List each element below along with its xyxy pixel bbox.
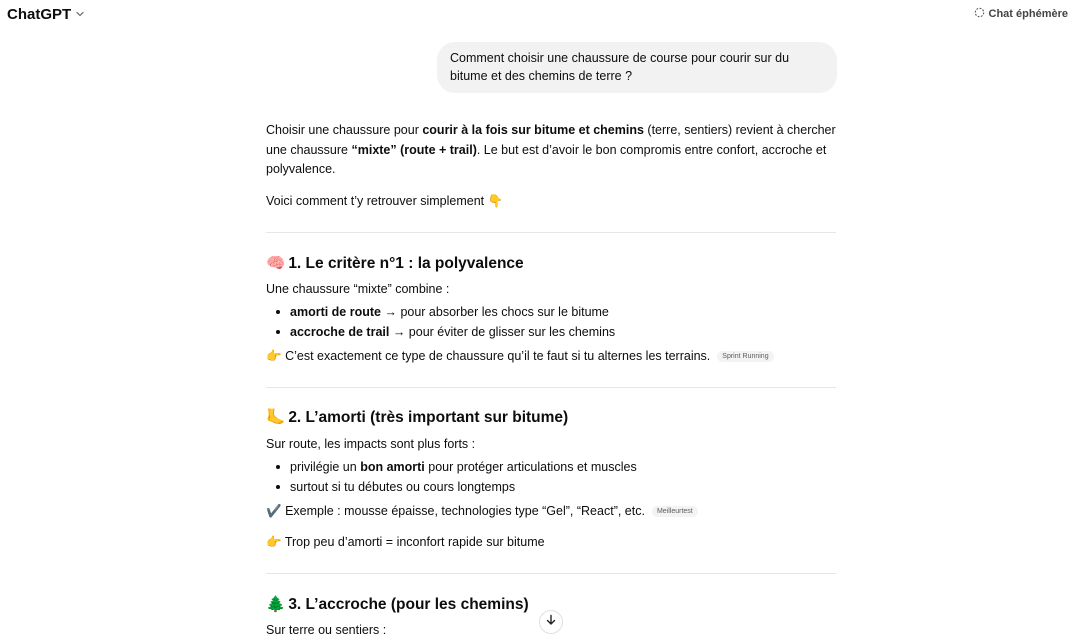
dashed-circle-icon — [974, 7, 985, 21]
section1-list — [266, 302, 615, 342]
section-heading-2 — [266, 408, 568, 428]
section2-intro: Sur route, les impacts sont plus forts : — [266, 437, 476, 451]
bullet-bold: bon amorti — [360, 460, 425, 474]
temporary-chat-button[interactable] — [974, 7, 1068, 21]
model-selector[interactable] — [7, 6, 85, 23]
divider — [266, 573, 836, 574]
app-title: ChatGPT — [7, 6, 72, 23]
scroll-to-bottom-button[interactable] — [539, 610, 563, 634]
bullet-text: pour protéger articulations et muscles — [424, 460, 637, 474]
lead-paragraph — [266, 192, 836, 212]
section1-intro: Une chaussure “mixte” combine : — [266, 282, 450, 296]
section2-example-text: Exemple : mousse épaisse, technologies type “Gel”, “React”, etc. — [285, 504, 645, 518]
list-item — [266, 302, 615, 322]
pointing-down-icon: 👇 — [487, 194, 504, 208]
brain-icon: 🧠 — [266, 255, 286, 272]
section-title-3: 3. L’accroche (pour les chemins) — [288, 596, 529, 613]
bullet-dot — [276, 310, 280, 314]
section2-note-text: Trop peu d’amorti = inconfort rapide sur bitume — [284, 535, 545, 549]
check-icon: ✔️ — [266, 504, 282, 518]
foot-icon: 🦶 — [266, 409, 286, 426]
list-item — [266, 477, 637, 497]
section2-example — [266, 502, 698, 522]
section-heading-1 — [266, 254, 524, 274]
bullet-bold: amorti de route — [290, 305, 381, 319]
top-bar — [0, 0, 1080, 30]
intro-text-2: (terre, sentiers) revient à chercher une chaussure — [266, 123, 836, 157]
pointing-right-icon: 👉 — [266, 349, 282, 363]
divider — [266, 387, 836, 388]
arrow-down-icon — [545, 613, 557, 631]
list-item — [266, 322, 615, 342]
pointing-right-icon: 👉 — [266, 535, 282, 549]
source-citation[interactable]: Sprint Running — [717, 351, 773, 362]
bullet-dot — [276, 330, 280, 334]
bullet-text: surtout si tu débutes ou cours longtemps — [290, 480, 516, 494]
bullet-text: → pour éviter de glisser sur les chemins — [389, 325, 616, 339]
bullet-dot — [276, 485, 280, 489]
section2-note — [266, 533, 545, 553]
list-item — [266, 457, 637, 477]
intro-text-1: Choisir une chaussure pour — [266, 123, 423, 137]
bullet-text: privilégie un — [290, 460, 361, 474]
lead-text: Voici comment t’y retrouver simplement — [266, 194, 485, 208]
section-heading-3 — [266, 595, 529, 615]
section2-list — [266, 457, 637, 497]
section1-note — [266, 347, 774, 367]
intro-text-3: . Le but est d’avoir le bon compromis entre confort, accroche et polyvalence. — [266, 142, 827, 176]
section-title-2: 2. L’amorti (très important sur bitume) — [288, 409, 569, 426]
intro-bold-1: courir à la fois sur bitume et chemins — [422, 123, 644, 137]
tree-icon: 🌲 — [266, 596, 286, 613]
chevron-down-icon — [75, 6, 85, 23]
section-title-1: 1. Le critère n°1 : la polyvalence — [288, 255, 524, 272]
bullet-dot — [276, 465, 280, 469]
section1-note-text: C’est exactement ce type de chaussure qu’il te faut si tu alternes les terrains. — [285, 349, 711, 363]
bullet-bold: accroche de trail — [290, 325, 390, 339]
intro-paragraph — [266, 121, 836, 180]
bullet-text: → pour absorber les chocs sur le bitume — [381, 305, 609, 319]
intro-bold-2: “mixte” (route + trail) — [351, 142, 477, 157]
temporary-chat-label: Chat éphémère — [988, 8, 1068, 20]
section3-intro: Sur terre ou sentiers : — [266, 623, 387, 637]
divider — [266, 232, 836, 233]
source-citation[interactable]: Meilleurtest — [652, 506, 698, 517]
user-message-bubble: Comment choisir une chaussure de course pour courir sur du bitume et des chemins de terre ? — [437, 42, 837, 93]
